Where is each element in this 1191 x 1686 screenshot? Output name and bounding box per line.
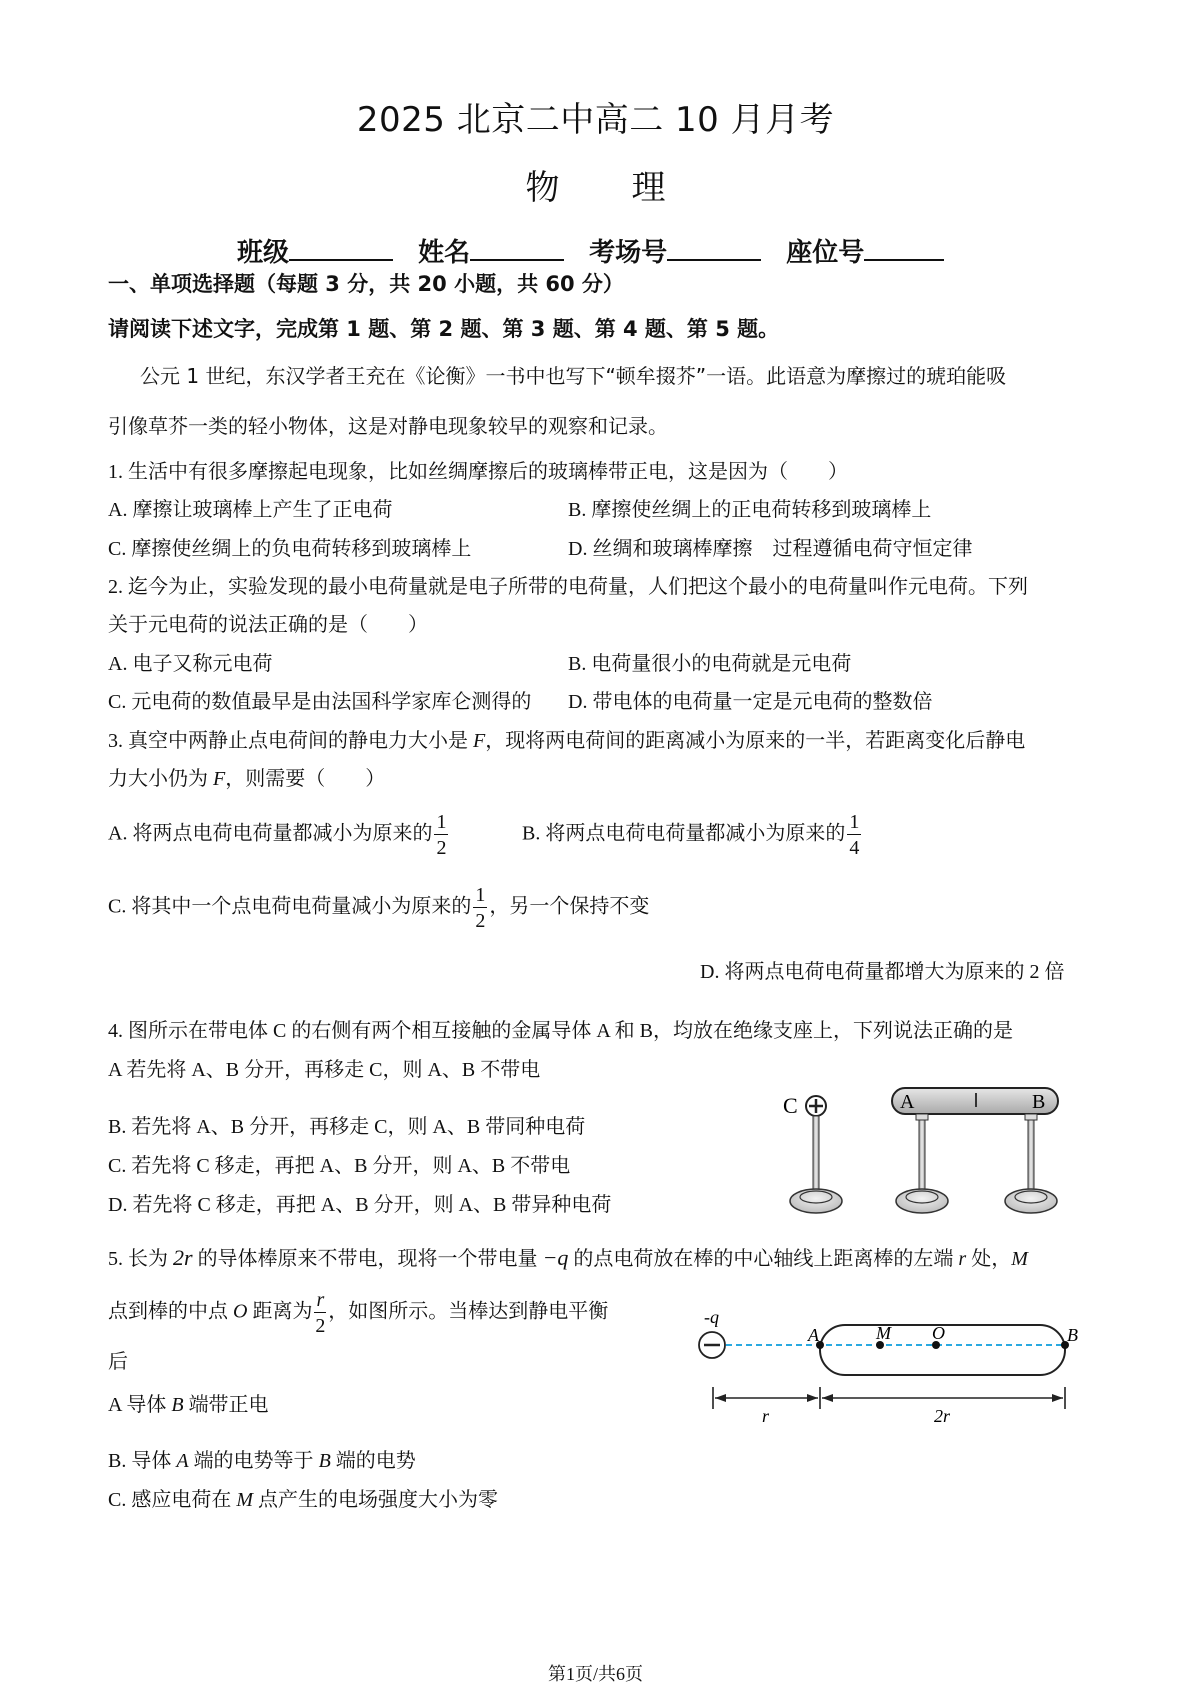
fraction-numerator: 1 <box>849 811 860 833</box>
label-a: A <box>900 1091 915 1113</box>
q3-option-a <box>108 812 450 858</box>
option-text: 端的电势等于 <box>188 1450 319 1472</box>
passage-line-2: 引像草芥一类的轻小物体，这是对静电现象较早的观察和记录。 <box>108 414 668 438</box>
q4-option-a: A 若先将 A、B 分开，再移走 C，则 A、B 不带电 <box>108 1059 541 1081</box>
fraction-numerator: 1 <box>436 811 447 833</box>
label-a: A <box>808 1325 819 1345</box>
q3-text: ，则需要（ ） <box>225 768 386 790</box>
option-text: 端的电势 <box>330 1450 416 1472</box>
var-M: M <box>1011 1248 1028 1270</box>
q3-option-c <box>108 885 649 931</box>
student-info-fields <box>237 232 944 269</box>
field-name-blank[interactable] <box>470 237 564 261</box>
option-text: A 导体 <box>108 1394 172 1416</box>
section-heading: 一、单项选择题（每题 3 分，共 20 小题，共 60 分） <box>108 272 624 296</box>
label-neg-q: -q <box>704 1307 719 1327</box>
q2-option-b: B. 电荷量很小的电荷就是元电荷 <box>568 653 852 675</box>
q4-figure <box>780 1085 1080 1225</box>
q2-stem-line-1: 2. 迄今为止，实验发现的最小电荷量就是电子所带的电荷量，人们把这个最小的电荷量叫作元电荷。下列 <box>108 576 1028 598</box>
passage-line-1: 公元 1 世纪，东汉学者王充在《论衡》一书中也写下“顿牟掇芥”一语。此语意为摩擦过的琥珀能吸 <box>140 364 1007 388</box>
fraction-numerator: r <box>316 1289 325 1311</box>
q5-text: ，如图所示。当棒达到静电平衡 <box>328 1300 609 1323</box>
q1-option-d: D. 丝绸和玻璃棒摩擦 过程遵循电荷守恒定律 <box>568 538 973 560</box>
q2-option-c: C. 元电荷的数值最早是由法国科学家库仑测得的 <box>108 691 532 713</box>
fraction-denominator: 4 <box>849 837 860 859</box>
q2-option-a: A. 电子又称元电荷 <box>108 653 273 675</box>
var-F: F <box>213 768 226 790</box>
field-seat-blank[interactable] <box>864 237 944 261</box>
q4-option-b: B. 若先将 A、B 分开，再移走 C，则 A、B 带同种电荷 <box>108 1116 586 1138</box>
label-c: C <box>783 1093 798 1118</box>
fraction <box>473 885 487 931</box>
option-text: B. 将两点电荷电荷量都减小为原来的 <box>522 822 846 845</box>
var-2r: 2r <box>173 1245 193 1270</box>
label-m: M <box>876 1323 891 1343</box>
option-text: 端带正电 <box>183 1394 269 1416</box>
q5-text: 处， <box>966 1248 1012 1270</box>
q1-option-a: A. 摩擦让玻璃棒上产生了正电荷 <box>108 499 393 521</box>
q3-stem-line-1 <box>108 724 1025 753</box>
fraction-denominator: 2 <box>315 1315 326 1337</box>
q5-option-b <box>108 1444 416 1473</box>
q1-option-b: B. 摩擦使丝绸上的正电荷转移到玻璃棒上 <box>568 499 932 521</box>
var-B: B <box>171 1394 184 1416</box>
q3-stem-line-2 <box>108 762 385 791</box>
field-class-blank[interactable] <box>289 237 393 261</box>
fraction <box>434 812 448 858</box>
field-room-label: 考场号 <box>589 238 668 268</box>
dimension-r: r <box>762 1406 770 1426</box>
subject-char-1: 物 <box>525 168 560 208</box>
var-F: F <box>473 730 486 752</box>
var-A: A <box>176 1450 189 1472</box>
subject-title <box>0 160 1191 209</box>
q4-option-d: D. 若先将 C 移走，再把 A、B 分开，则 A、B 带异种电荷 <box>108 1194 612 1216</box>
fraction-denominator: 2 <box>475 910 486 932</box>
field-seat-label: 座位号 <box>786 238 865 268</box>
option-text: 点产生的电场强度大小为零 <box>253 1489 499 1511</box>
q5-stem-line-3: 后 <box>108 1351 128 1373</box>
option-text: B. 导体 <box>108 1450 177 1472</box>
q3-text: ，现将两电荷间的距离减小为原来的一半，若距离变化后静电 <box>485 730 1026 752</box>
q4-option-c: C. 若先将 C 移走，再把 A、B 分开，则 A、B 不带电 <box>108 1155 571 1177</box>
field-class-label: 班级 <box>237 238 290 268</box>
field-name-label: 姓名 <box>418 238 471 268</box>
fraction-denominator: 2 <box>436 837 447 859</box>
q5-stem-line-2 <box>108 1290 608 1336</box>
conductor-ab <box>892 1088 1058 1213</box>
label-b: B <box>1067 1325 1078 1345</box>
q3-option-b <box>522 812 863 858</box>
q2-option-d: D. 带电体的电荷量一定是元电荷的整数倍 <box>568 691 933 713</box>
q5-option-c <box>108 1483 498 1512</box>
q4-stem: 4. 图所示在带电体 C 的右侧有两个相互接触的金属导体 A 和 B，均放在绝缘支座上，下列说法正确的是 <box>108 1020 1014 1042</box>
option-text: C. 感应电荷在 <box>108 1489 237 1511</box>
exam-title: 2025 北京二中高二 10 月月考 <box>356 100 835 140</box>
fraction <box>314 1290 326 1336</box>
q5-text: 距离为 <box>247 1300 313 1323</box>
fraction-numerator: 1 <box>475 884 486 906</box>
var-M: M <box>236 1489 254 1511</box>
q3-text: 力大小仍为 <box>108 768 213 790</box>
var-neg-q: −q <box>542 1245 569 1270</box>
subject-char-2: 理 <box>631 168 666 208</box>
q5-option-a <box>108 1388 269 1417</box>
page-number: 第1页/共6页 <box>547 1664 643 1684</box>
var-r: r <box>958 1248 967 1270</box>
q5-text: 点到棒的中点 <box>108 1300 233 1323</box>
var-B: B <box>318 1450 331 1472</box>
q3-text: 3. 真空中两静止点电荷间的静电力大小是 <box>108 730 473 752</box>
option-text: A. 将两点电荷电荷量都减小为原来的 <box>108 822 433 845</box>
option-text: C. 将其中一个点电荷电荷量减小为原来的 <box>108 895 472 918</box>
label-o: O <box>932 1323 945 1343</box>
field-room-blank[interactable] <box>667 237 761 261</box>
label-b: B <box>1032 1091 1046 1113</box>
section-instruction: 请阅读下述文字，完成第 1 题、第 2 题、第 3 题、第 4 题、第 5 题。 <box>108 317 780 341</box>
dimension-2r: 2r <box>934 1406 951 1426</box>
fraction <box>847 812 861 858</box>
q5-text: 5. 长为 <box>108 1248 173 1270</box>
q1-stem: 1. 生活中有很多摩擦起电现象，比如丝绸摩擦后的玻璃棒带正电，这是因为（ ） <box>108 461 848 483</box>
q5-text: 的导体棒原来不带电，现将一个带电量 <box>192 1248 543 1270</box>
q5-stem-line-1 <box>108 1242 1028 1271</box>
charged-body-c <box>783 1093 842 1213</box>
q3-option-d: D. 将两点电荷电荷量都增大为原来的 2 倍 <box>700 961 1065 983</box>
var-O: O <box>233 1300 248 1323</box>
q5-figure <box>690 1305 1080 1430</box>
option-text: ，另一个保持不变 <box>489 895 650 918</box>
q5-text: 的点电荷放在棒的中心轴线上距离棒的左端 <box>568 1248 959 1270</box>
q1-option-c: C. 摩擦使丝绸上的负电荷转移到玻璃棒上 <box>108 538 472 560</box>
q2-stem-line-2: 关于元电荷的说法正确的是（ ） <box>108 614 428 636</box>
